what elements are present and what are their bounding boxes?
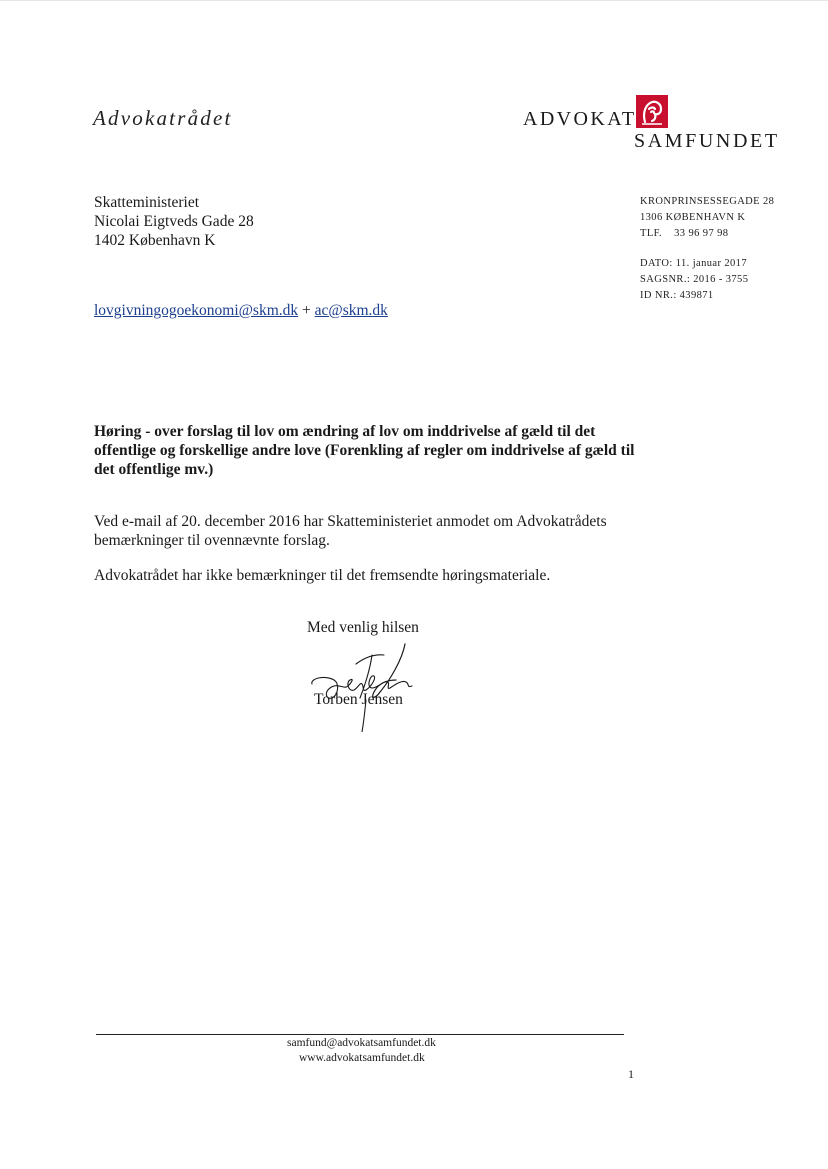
recipient-line: Skatteministeriet [94,194,200,211]
email-separator: + [302,302,311,319]
council-name: Advokatrådet [93,106,233,130]
closing-greeting: Med venlig hilsen [307,619,419,636]
page-top-edge [0,0,828,1]
body-paragraph-2: Advokatrådet har ikke bemærkninger til det fremsendte høringsmateriale. [94,567,551,584]
letter-date: DATO: 11. januar 2017 [640,258,747,269]
email-link-primary[interactable]: lovgivningogoekonomi@skm.dk [94,302,299,319]
brand-name-line1: ADVOKAT [523,108,637,130]
letter-metadata [640,256,748,304]
footer-email[interactable]: samfund@advokatsamfundet.dk [287,1037,436,1049]
sender-line: KRONPRINSESSEGADE 28 [640,196,775,207]
recipient-line: Nicolai Eigtveds Gade 28 [94,213,254,230]
bar-association-emblem-icon [636,95,668,128]
page-number: 1 [628,1067,634,1081]
case-number: SAGSNR.: 2016 - 3755 [640,274,749,285]
brand-name-line2: SAMFUNDET [634,130,780,152]
footer-divider [96,1034,624,1035]
recipient-line: 1402 København K [94,232,216,249]
letter-subject: Høring - over forslag til lov om ændring af lov om inddrivelse af gæld til det offentlige og forskellige andre love (Forenkling af regler om inddrivelse af gæld til det offentlige mv.) [94,423,635,478]
sender-address [640,194,774,242]
sender-line: 1306 KØBENHAVN K [640,212,746,223]
body-paragraph-1: Ved e-mail af 20. december 2016 har Skatteministeriet anmodet om Advokatrådets bemærkninger til ovennævnte forslag. [94,513,607,549]
handwritten-signature [304,640,424,732]
id-number: ID NR.: 439871 [640,290,714,301]
email-link-secondary[interactable]: ac@skm.dk [314,302,388,319]
footer-website[interactable]: www.advokatsamfundet.dk [299,1052,425,1064]
signatory-name: Torben Jensen [314,691,403,708]
email-recipients [94,302,388,320]
sender-line: TLF. 33 96 97 98 [640,228,729,239]
recipient-address [94,193,254,250]
